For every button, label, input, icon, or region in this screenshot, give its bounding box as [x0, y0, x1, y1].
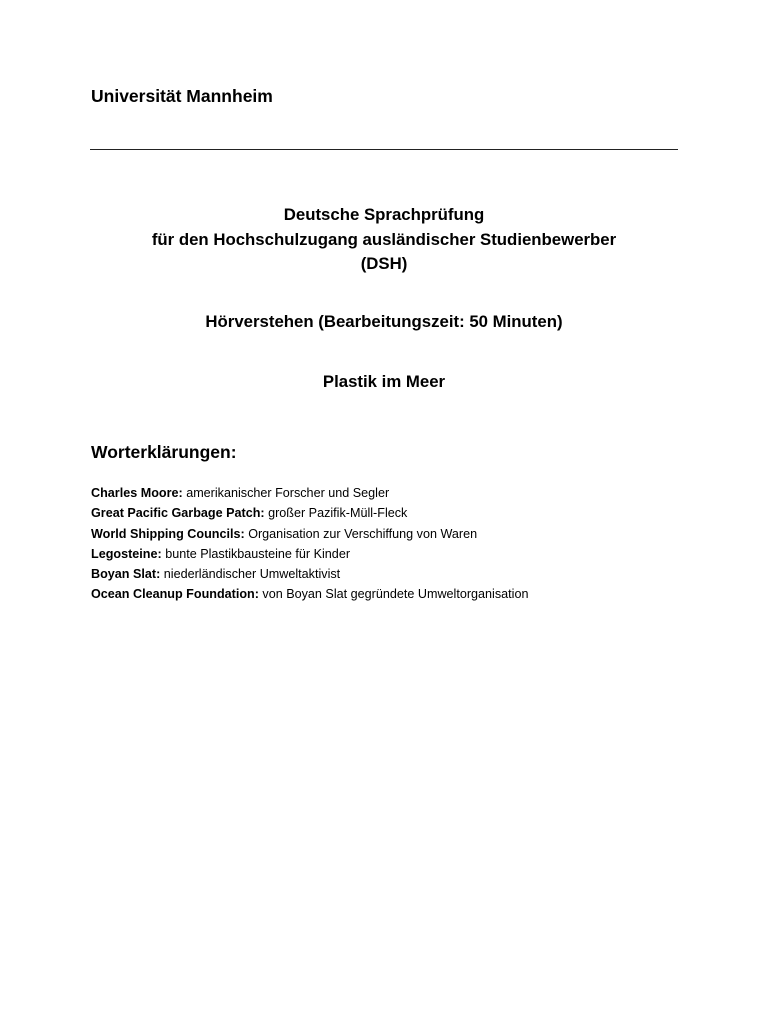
glossary-term: Ocean Cleanup Foundation: [91, 587, 259, 602]
glossary-definition: von Boyan Slat gegründete Umweltorganisation [262, 587, 529, 602]
glossary-item [91, 584, 691, 604]
glossary-definition: großer Pazifik-Müll-Fleck [268, 506, 408, 521]
glossary-item [91, 544, 691, 564]
glossary-item [91, 564, 691, 584]
glossary-term: Legosteine: [91, 546, 162, 561]
glossary-item [91, 524, 691, 544]
glossary-term: Great Pacific Garbage Patch: [91, 506, 265, 521]
header-divider [90, 149, 678, 150]
glossary-term: Boyan Slat: [91, 567, 161, 582]
glossary-definition: bunte Plastikbausteine für Kinder [165, 546, 351, 561]
exam-section-subtitle: Hörverstehen (Bearbeitungszeit: 50 Minuten) [205, 312, 563, 331]
glossary-definition: niederländischer Umweltaktivist [163, 567, 341, 582]
glossary-definition: Organisation zur Verschiffung von Waren [248, 526, 478, 541]
exam-title-line-1: Deutsche Sprachprüfung [283, 205, 485, 224]
exam-title-line-3: (DSH) [360, 254, 408, 273]
institution-name: Universität Mannheim [91, 86, 273, 106]
glossary-list [91, 483, 691, 605]
glossary-term: Charles Moore: [91, 486, 183, 500]
glossary-item [91, 483, 691, 503]
glossary-heading: Worterklärungen: [91, 442, 237, 462]
glossary-term: World Shipping Councils: [91, 526, 245, 541]
glossary-item [91, 503, 691, 523]
exam-topic: Plastik im Meer [322, 372, 446, 391]
exam-title-line-2: für den Hochschulzugang ausländischer Studienbewerber [151, 230, 617, 249]
glossary-definition: amerikanischer Forscher und Segler [186, 486, 390, 500]
